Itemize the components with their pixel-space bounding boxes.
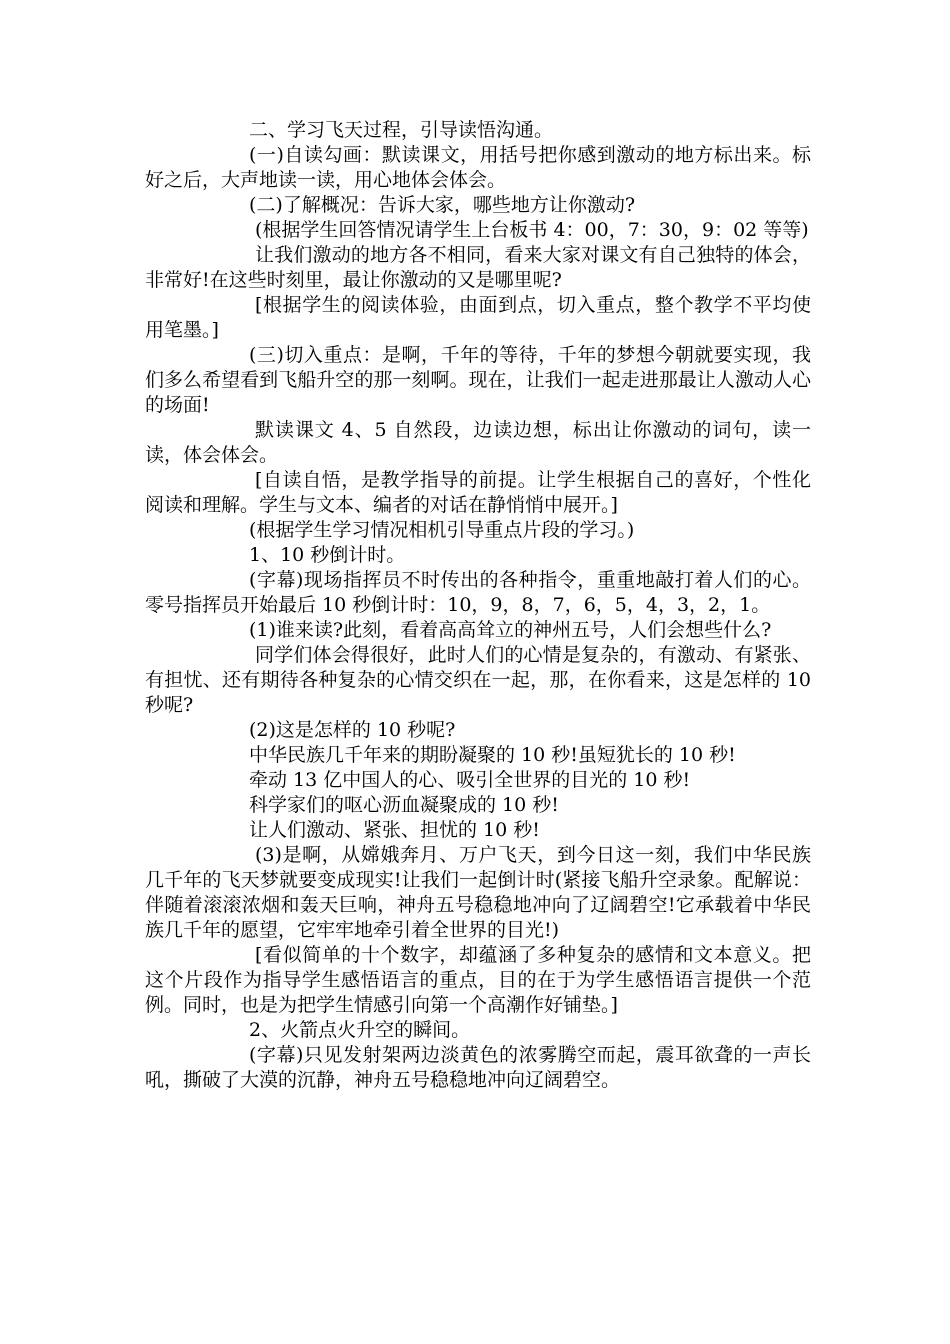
paragraph-19: 让人们激动、紧张、担忧的 10 秒! — [249, 819, 540, 841]
paragraph-14: 同学们体会得很好，此时人们的心情是复杂的，有激动、有紧张、有担忧、还有期待各种复杂的心情交织在一起，那，在你看来，这是怎样的 10 秒呢? — [145, 644, 811, 716]
paragraph-10: (根据学生学习情况相机引导重点片段的学习。) — [249, 519, 635, 541]
paragraph-21: [看似简单的十个数字，却蕴涵了多种复杂的感情和文本意义。把这个片段作为指导学生感悟语言的重点，目的在于为学生感悟语言提供一个范例。同时，也是为把学生情感引向第一个高潮作好铺垫。] — [145, 944, 811, 1016]
paragraph-3: (二)了解概况：告诉大家，哪些地方让你激动? — [249, 194, 636, 216]
paragraph-12: (字幕)现场指挥员不时传出的各种指令，重重地敲打着人们的心。零号指挥员开始最后 10 秒倒计时：10，9，8，7，6，5，4，3，2，1。 — [145, 569, 811, 616]
paragraph-7: (三)切入重点：是啊，千年的等待，千年的梦想今朝就要实现，我们多么希望看到飞船升空的那一刻啊。现在，让我们一起走进那最让人激动人心的场面! — [145, 344, 811, 416]
paragraph-18: 科学家们的呕心沥血凝聚成的 10 秒! — [249, 794, 559, 816]
paragraph-11: 1、10 秒倒计时。 — [249, 544, 406, 566]
paragraph-13: (1)谁来读?此刻，看着高高耸立的神州五号，人们会想些什么? — [249, 619, 772, 641]
paragraph-5: 让我们激动的地方各不相同，看来大家对课文有自己独特的体会，非常好!在这些时刻里，最让你激动的又是哪里呢? — [145, 244, 811, 291]
paragraph-2: (一)自读勾画：默读课文，用括号把你感到激动的地方标出来。标好之后，大声地读一读，用心地体会体会。 — [145, 144, 811, 191]
paragraph-17: 牵动 13 亿中国人的心、吸引全世界的目光的 10 秒! — [249, 769, 691, 791]
paragraph-1: 二、学习飞天过程，引导读悟沟通。 — [249, 119, 554, 141]
paragraph-20: (3)是啊，从嫦娥奔月、万户飞天，到今日这一刻，我们中华民族几千年的飞天梦就要变成现实!让我们一起倒计时(紧接飞船升空录象。配解说：伴随着滚滚浓烟和轰天巨响，神舟五号稳稳地冲向了辽阔碧空!它承载着中华民族几千年的愿望，它牢牢地牵引着全世界的目光!) — [145, 844, 811, 941]
paragraph-9: [自读自悟，是教学指导的前提。让学生根据自己的喜好，个性化阅读和理解。学生与文本、编者的对话在静悄悄中展开。] — [145, 469, 811, 516]
paragraph-16: 中华民族几千年来的期盼凝聚的 10 秒!虽短犹长的 10 秒! — [249, 744, 736, 766]
document-page — [145, 118, 811, 1093]
paragraph-22: 2、火箭点火升空的瞬间。 — [249, 1019, 471, 1041]
paragraph-4: (根据学生回答情况请学生上台板书 4：00，7：30，9：02 等等) — [255, 219, 809, 241]
paragraph-6: [根据学生的阅读体验，由面到点，切入重点，整个教学不平均使用笔墨。] — [145, 294, 811, 341]
paragraph-8: 默读课文 4、5 自然段，边读边想，标出让你激动的词句，读一读，体会体会。 — [145, 419, 811, 466]
paragraph-15: (2)这是怎样的 10 秒呢? — [249, 719, 456, 741]
paragraph-23: (字幕)只见发射架两边淡黄色的浓雾腾空而起，震耳欲聋的一声长吼，撕破了大漠的沉静，神舟五号稳稳地冲向辽阔碧空。 — [145, 1044, 811, 1091]
